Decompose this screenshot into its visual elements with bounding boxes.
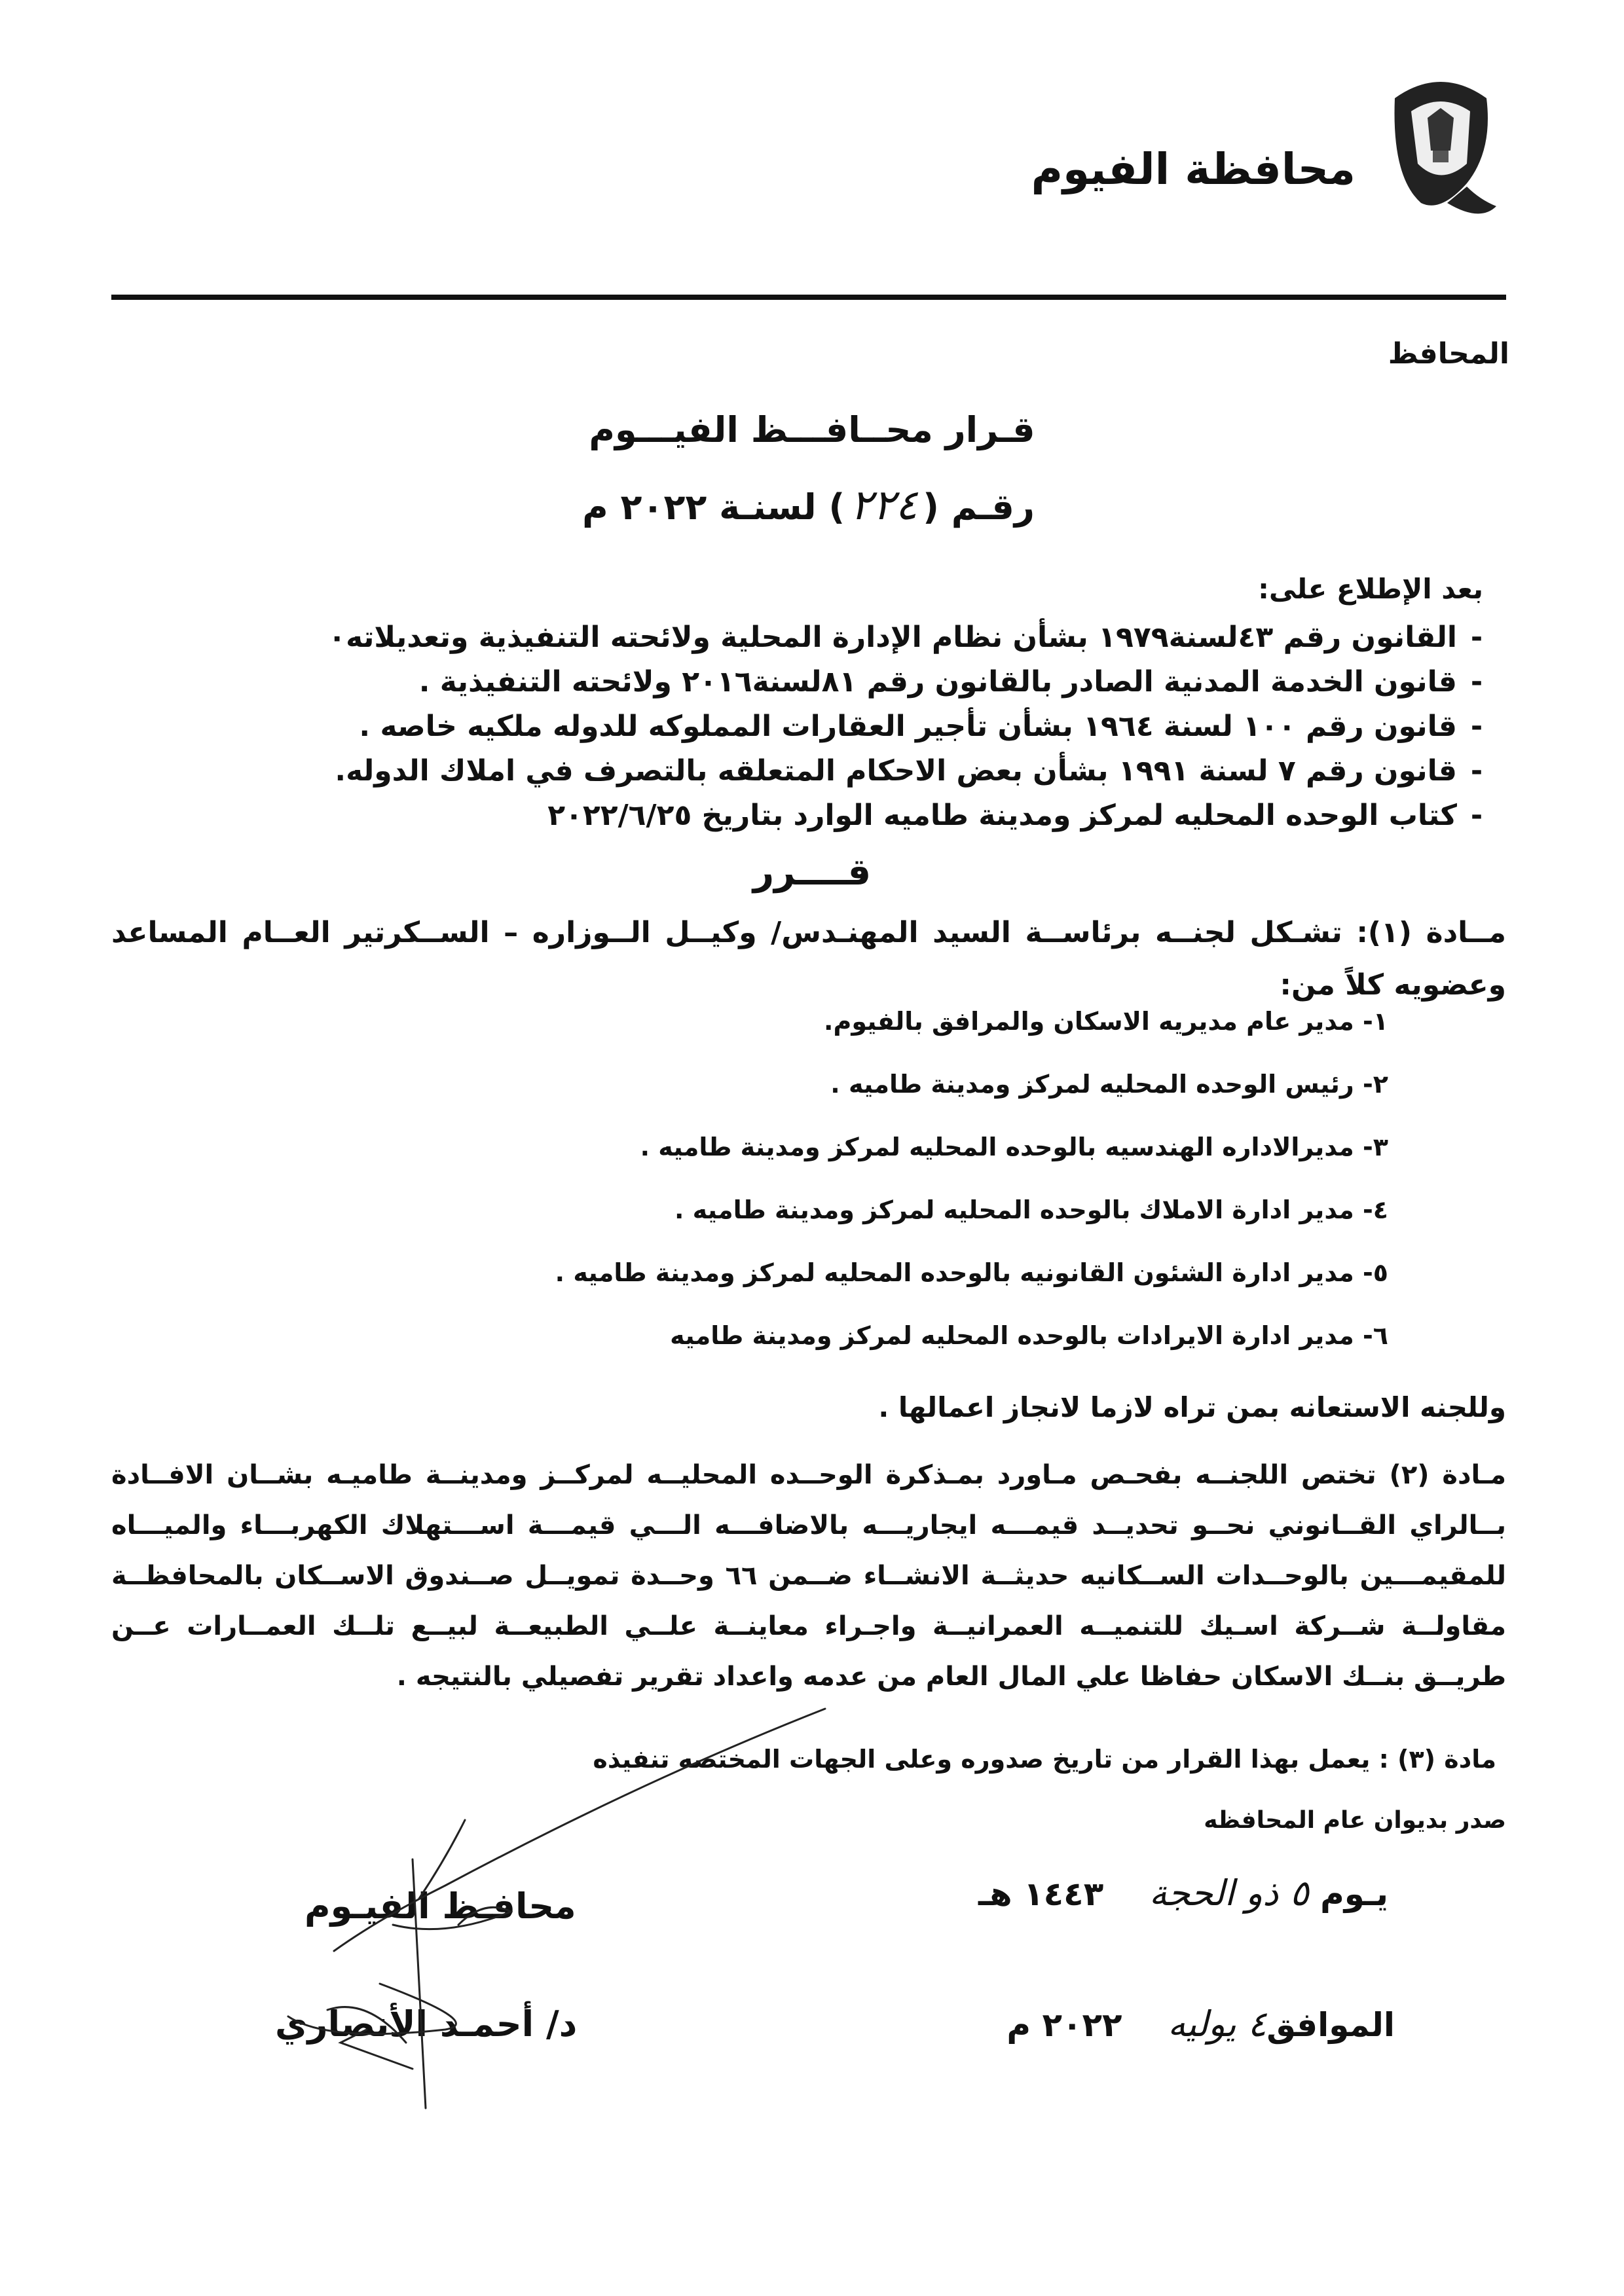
gregorian-day: ٤ <box>1247 2003 1267 2045</box>
signatory-title: محافـظ الفيـوم <box>304 1886 576 1927</box>
member-item: ١- مدير عام مديريه الاسكان والمرافق بالفيوم. <box>824 1007 1388 1036</box>
reference-item: -قانون رقم ١٠٠ لسنة ١٩٦٤ بشأن تأجير العقارات المملوكه للدوله ملكيه خاصه . <box>121 704 1496 749</box>
bullet-dash-icon: - <box>1470 665 1483 699</box>
preamble-heading: بعد الإطلاع على: <box>1258 573 1483 605</box>
member-item: ٢- رئيس الوحده المحليه لمركز ومدينة طاميه . <box>830 1070 1388 1099</box>
gregorian-year: ٢٠٢٢ م <box>1006 2006 1122 2044</box>
article-1-text: مــادة (١): تشـكل لجنــه برئاســة السيد المهنـدس/ وكيــل الــوزاره – الســكرتير العــام المساعد وعضويه كلاً من: <box>111 916 1506 1002</box>
handwritten-signature <box>249 1702 838 2128</box>
governorate-heading: محافظة الفيوم <box>1031 144 1356 194</box>
decree-number-suffix: ) لسنـة ٢٠٢٢ م <box>582 486 845 528</box>
hijri-date <box>978 1872 1388 1914</box>
gregorian-month: يوليه <box>1168 2003 1236 2045</box>
hijri-date-label: يـوم <box>1320 1875 1388 1913</box>
decree-number-prefix: رقـم ( <box>923 486 1035 528</box>
reference-item: -قانون رقم ٧ لسنة ١٩٩١ بشأن بعض الاحكام المتعلقه بالتصرف في املاك الدوله. <box>121 749 1496 793</box>
decree-number <box>582 481 1035 530</box>
issued-at: صدر بديوان عام المحافظه <box>1204 1807 1506 1834</box>
article-3-text: مادة (٣) : يعمل بهذا القرار من تاريخ صدوره وعلى الجهات المختصه تنفيذه <box>593 1745 1496 1774</box>
bullet-dash-icon: - <box>1470 621 1483 654</box>
header-divider <box>111 295 1506 300</box>
references-list <box>121 615 1496 838</box>
hijri-day: ٥ <box>1289 1872 1309 1914</box>
reference-item: -كتاب الوحده المحليه لمركز ومدينة طاميه الوارد بتاريخ ٢٠٢٢/٦/٢٥ <box>121 793 1496 838</box>
gregorian-date-label: الموافق <box>1266 2006 1395 2044</box>
hijri-year: ١٤٤٣ هـ <box>978 1875 1104 1913</box>
hijri-month: ذو الحجة <box>1149 1872 1279 1914</box>
member-item: ٦- مدير ادارة الايرادات بالوحده المحليه لمركز ومدينة طاميه <box>670 1321 1388 1350</box>
article-2-text: مـادة (٢) تختص اللجنــه بفحـص مـاورد بمـذكرة الوحــده المحليــه لمركــز ومدينــة طاميـه بشــان الافــادة بــالراي القــانوني نحــو تحديــد قيمـــه ايجاريـــه بالاضافـــه الـــي قيمـــة اســـتهلاك الكهربـــاء والميـــاه للمقيمـــين بالوحــدات الســكانيه حديثــة الانشــاء ضــمن ٦٦ وحــدة تمويــل صــندوق الاســكان بالمحافظــة مقاولــة شــركة اسـيك للتنميــه العمرانيــة واجـراء معاينــة علــي الطبيعــة لبيــع تلــك العمــارات عــن طريــق بنــك الاسكان حفاظا علي المال العام من عدمه واعداد تقرير تفصيلي بالنتيجه . <box>111 1460 1507 1692</box>
signatory-name: د/ أحمـد الأنصاري <box>275 2003 578 2045</box>
bullet-dash-icon: - <box>1470 754 1483 788</box>
member-item: ٣- مديرالاداره الهندسيه بالوحده المحليه لمركز ومدينة طاميه . <box>640 1133 1388 1161</box>
reference-item: -القانون رقم ٤٣لسنة١٩٧٩ بشأن نظام الإدارة المحلية ولائحته التنفيذية وتعديلاته٠ <box>121 615 1496 660</box>
bullet-dash-icon: - <box>1470 799 1483 832</box>
governorate-emblem <box>1382 72 1500 229</box>
reference-item: -قانون الخدمة المدنية الصادر بالقانون رقم ٨١لسنة٢٠١٦ ولائحته التنفيذية . <box>121 660 1496 704</box>
member-item: ٤- مدير ادارة الاملاك بالوحده المحليه لمركز ومدينة طاميه . <box>674 1195 1388 1224</box>
member-item: ٥- مدير ادارة الشئون القانونيه بالوحده المحليه لمركز ومدينة طاميه . <box>555 1258 1388 1287</box>
decided-heading: قــــرر <box>752 851 872 894</box>
decree-number-value: ٢٢٤ <box>850 481 918 530</box>
committee-members-list <box>144 1002 1388 1379</box>
gregorian-date <box>1006 2003 1395 2045</box>
committee-note: وللجنه الاستعانه بمن تراه لازما لانجاز اعمالها . <box>878 1391 1506 1423</box>
bullet-dash-icon: - <box>1470 710 1483 743</box>
office-label: المحافظ <box>1388 337 1509 371</box>
decree-title: قـرار محــافـــظ الفيـــوم <box>589 409 1035 450</box>
